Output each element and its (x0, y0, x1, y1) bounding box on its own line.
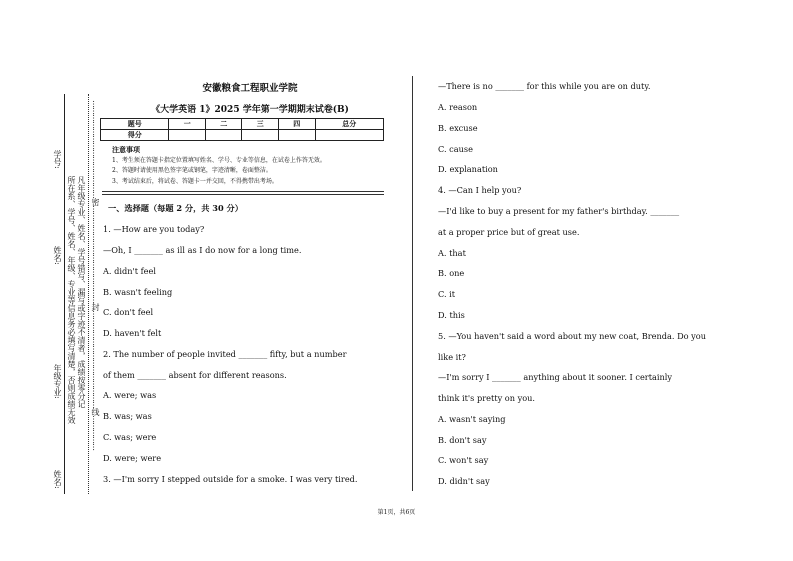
score-cell: 一 (169, 119, 206, 130)
question-line: —I'd like to buy a present for my father's birthday. _______ (438, 206, 680, 216)
binding-line-outer (64, 94, 65, 494)
option-line: D. explanation (438, 164, 498, 174)
option-line: C. was; were (103, 432, 157, 442)
score-table (100, 118, 384, 141)
score-cell (279, 130, 316, 141)
school-name: 安徽粮食工程职业学院 (202, 83, 298, 94)
binding-rule-2: 凡年级专业、姓名、学号错写、漏写或字迹不清者，成绩按零分记 (77, 176, 86, 408)
option-line: D. were; were (103, 453, 162, 463)
option-line: B. don't say (438, 435, 487, 445)
option-line: C. don't feel (103, 307, 154, 317)
notes-heading: 注意事项 (112, 145, 140, 154)
option-line: B. was; was (103, 411, 152, 421)
score-cell: 得分 (101, 130, 169, 141)
question-line: —There is no _______ for this while you are on duty. (438, 81, 651, 91)
student-id-label: 学号: (53, 150, 62, 169)
page-footer: 第1页，共6页 (377, 509, 416, 516)
name-label: 姓名: (53, 246, 62, 265)
option-line: C. won't say (438, 455, 489, 465)
score-cell: 四 (279, 119, 316, 130)
question-line: —Oh, I _______ as ill as I do now for a long time. (103, 245, 302, 255)
double-rule-bottom (102, 194, 384, 195)
question-line: 5. —You haven't said a word about my new coat, Brenda. Do you (438, 331, 706, 341)
option-line: C. it (438, 289, 456, 299)
score-table-value-row (101, 130, 384, 141)
question-line: like it? (438, 352, 466, 362)
option-line: B. wasn't feeling (103, 287, 173, 297)
option-line: A. reason (438, 102, 478, 112)
exam-title: 《大学英语 1》2025 学年第一学期期末试卷(B) (151, 105, 349, 115)
score-cell: 二 (205, 119, 242, 130)
score-cell: 题号 (101, 119, 169, 130)
option-line: A. didn't feel (103, 266, 156, 276)
score-table-header-row (101, 119, 384, 130)
exam-notes (112, 145, 326, 187)
score-cell: 总分 (315, 119, 383, 130)
question-line: think it's pretty on you. (438, 393, 536, 403)
name-label-2: 姓名: (53, 470, 62, 489)
question-line: —I'm sorry I _______ anything about it sooner. I certainly (438, 372, 673, 382)
score-cell (169, 130, 206, 141)
seal-line-text: ……………………………………密……………………………………封……………………………………线…………… (91, 100, 100, 450)
question-line: at a proper price but of great use. (438, 227, 580, 237)
option-line: C. cause (438, 144, 473, 154)
score-cell (242, 130, 279, 141)
question-line: 4. —Can I help you? (438, 185, 522, 195)
option-line: A. were; was (103, 390, 157, 400)
question-line: 2. The number of people invited _______ fifty, but a number (103, 349, 347, 359)
option-line: A. that (438, 248, 466, 258)
option-line: D. haven't felt (103, 328, 162, 338)
binding-line-dotted (88, 94, 89, 494)
question-line: 3. —I'm sorry I stepped outside for a smoke. I was very tired. (103, 474, 358, 484)
option-line: D. didn't say (438, 476, 490, 486)
score-cell (205, 130, 242, 141)
binding-rule-1: 所在系、学号、姓名、年级、专业等信息务必填写清楚，否则成绩无效 (67, 176, 76, 424)
section-heading: 一、选择题（每题 2 分，共 30 分） (108, 203, 243, 213)
grade-major-label: 年级专业: (53, 364, 62, 399)
question-line: 1. —How are you today? (103, 224, 205, 234)
option-line: B. one (438, 268, 465, 278)
score-cell: 三 (242, 119, 279, 130)
notes-item: 3、考试结束后，将试卷、答题卡一并交回，不得携带出考场。 (112, 177, 278, 185)
option-line: B. excuse (438, 123, 478, 133)
option-line: A. wasn't saying (438, 414, 506, 424)
notes-item: 1、考生须在答题卡指定位置填写姓名、学号、专业等信息，在试卷上作答无效。 (112, 156, 326, 164)
notes-item: 2、答题时请使用黑色签字笔或钢笔，字迹清晰，卷面整洁。 (112, 167, 272, 174)
question-line: of them _______ absent for different reasons. (103, 370, 287, 380)
column-divider (412, 76, 413, 491)
double-rule-top (102, 191, 384, 192)
option-line: D. this (438, 310, 465, 320)
score-cell (315, 130, 383, 141)
